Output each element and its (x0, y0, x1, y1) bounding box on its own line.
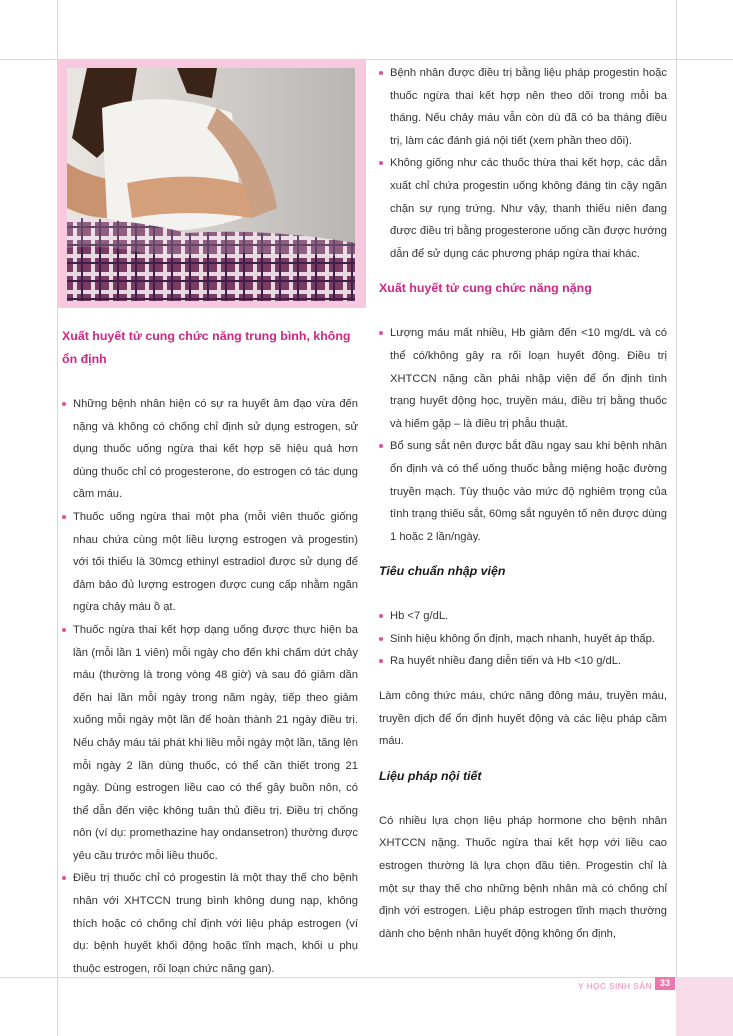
section-heading-admission-criteria: Tiêu chuẩn nhập viện (379, 564, 506, 579)
page-number: 33 (655, 977, 675, 990)
section-heading-moderate-bleeding: Xuất huyết tử cung chức năng trung bình, không ổn định (62, 329, 351, 366)
list-item: Hb <7 g/dL. (379, 605, 667, 628)
running-footer-label: Y HỌC SINH SẢN (578, 981, 652, 991)
list-item: Những bệnh nhân hiện có sự ra huyết âm đạo vừa đến nặng và không có chống chỉ định sử dụng estrogen, sử dụng thuốc uống ngừa thai kết hợp sẽ hiệu quả hơn dùng thuốc chỉ có progesterone, do estrogen có tác dụng cầm máu. (62, 393, 358, 506)
list-item: Điều trị thuốc chỉ có progestin là một thay thế cho bệnh nhân với XHTCCN trung bình không dung nạp, không thích hoặc có chống chỉ định với liệu pháp estrogen (ví dụ: bệnh huyết khối động hoặc tĩnh mạch, khối u phụ thuộc estrogen, rối loạn chức năng gan). (62, 867, 358, 980)
progestin-list (379, 62, 667, 265)
list-item: Sinh hiệu không ổn định, mạch nhanh, huyết áp thấp. (379, 628, 667, 651)
endocrine-paragraph: Có nhiều lựa chọn liệu pháp hormone cho bệnh nhân XHTCCN nặng. Thuốc ngừa thai kết hợp với liều cao estrogen thường là lựa chọn đầu tiên. Progestin chỉ là một sự thay thế cho những bệnh nhân mà có chống chỉ định với estrogen. Liệu pháp estrogen tĩnh mạch thường dành cho bệnh nhân huyết động không ổn định, (379, 814, 667, 940)
list-item: Bổ sung sắt nên được bắt đầu ngay sau khi bệnh nhân ổn định và có thể uống thuốc bằng miệng hoặc đường truyền mạch. Tùy thuộc vào mức độ nghiêm trọng của tình trạng thiếu sắt, 60mg sắt nguyên tố nên được dùng 1 hoặc 2 lần/ngày. (379, 435, 667, 548)
list-item: Bệnh nhân được điều trị bằng liệu pháp progestin hoặc thuốc ngừa thai kết hợp nên theo dõi trong mỗi ba tháng. Nếu chảy máu vẫn còn dù đã có ba tháng điều trị, làm các đánh giá nội tiết (xem phần theo dõi). (379, 62, 667, 152)
right-column (379, 62, 667, 945)
moderate-bleeding-list (62, 393, 358, 980)
severe-bleeding-list (379, 322, 667, 548)
abdominal-pain-photo-icon (67, 68, 355, 301)
list-item: Thuốc uống ngừa thai một pha (mỗi viên thuốc giống nhau chứa cùng một liều lượng estrogen và progestin) với tối thiểu là 30mcg ethinyl estradiol được sử dụng để đảm bảo đủ lượng estrogen được cung cấp nhằm ngăn ngừa chảy máu ồ ạt. (62, 506, 358, 619)
corner-color-block (676, 977, 733, 1036)
list-item: Ra huyết nhiều đang diễn tiến và Hb <10 g/dL. (379, 650, 667, 673)
right-frame-line (676, 0, 677, 1036)
list-item: Không giống như các thuốc thừa thai kết hợp, các dẫn xuất chỉ chứa progestin uống không đáng tin cậy ngăn chặn sự rụng trứng. Như vậy, thanh thiếu niên đang được điều trị bằng progesterone uống cần được hướng dẫn để sử dụng các phương pháp ngừa thai khác. (379, 152, 667, 265)
section-heading-endocrine-therapy: Liệu pháp nội tiết (379, 768, 482, 783)
list-item: Lượng máu mất nhiều, Hb giảm đến <10 mg/dL và có thể có/không gây ra rối loạn huyết động. Điều trị XHTCCN nặng cần phải nhập viện để ổn định tình trạng huyết động học, truyền máu, điều trị bằng thuốc và hiếm gặp – là điều trị phẫu thuật. (379, 322, 667, 435)
admission-criteria-list (379, 605, 667, 673)
list-item: Thuốc ngừa thai kết hợp dạng uống được thực hiện ba lần (mỗi lần 1 viên) mỗi ngày cho đến khi chấm dứt chảy máu (thường là trong vòng 48 giờ) và sau đó giảm dần đến hai lần mỗi ngày trong năm ngày, tiếp theo giảm xuống mỗi ngày một lần để hoàn thành 21 ngày điều trị. Nếu chảy máu tái phát khi liều mỗi ngày một lần, tăng lên mỗi ngày 2 lần dùng thuốc, có thể cần thiết trong 21 ngày. Dùng estrogen liều cao có thể gây buồn nôn, có thể dẫn đến việc không tuân thủ điều trị. Điều trị chống nôn (ví dụ: promethazine hay ondansetron) thường được yêu cầu trước mỗi liều thuốc. (62, 619, 358, 868)
section-heading-severe-bleeding: Xuất huyết tử cung chức năng nặng (379, 281, 592, 296)
admission-paragraph: Làm công thức máu, chức năng đông máu, truyền máu, truyền dịch để ổn định huyết động và các liệu pháp cầm máu. (379, 690, 667, 748)
left-column (62, 325, 358, 980)
